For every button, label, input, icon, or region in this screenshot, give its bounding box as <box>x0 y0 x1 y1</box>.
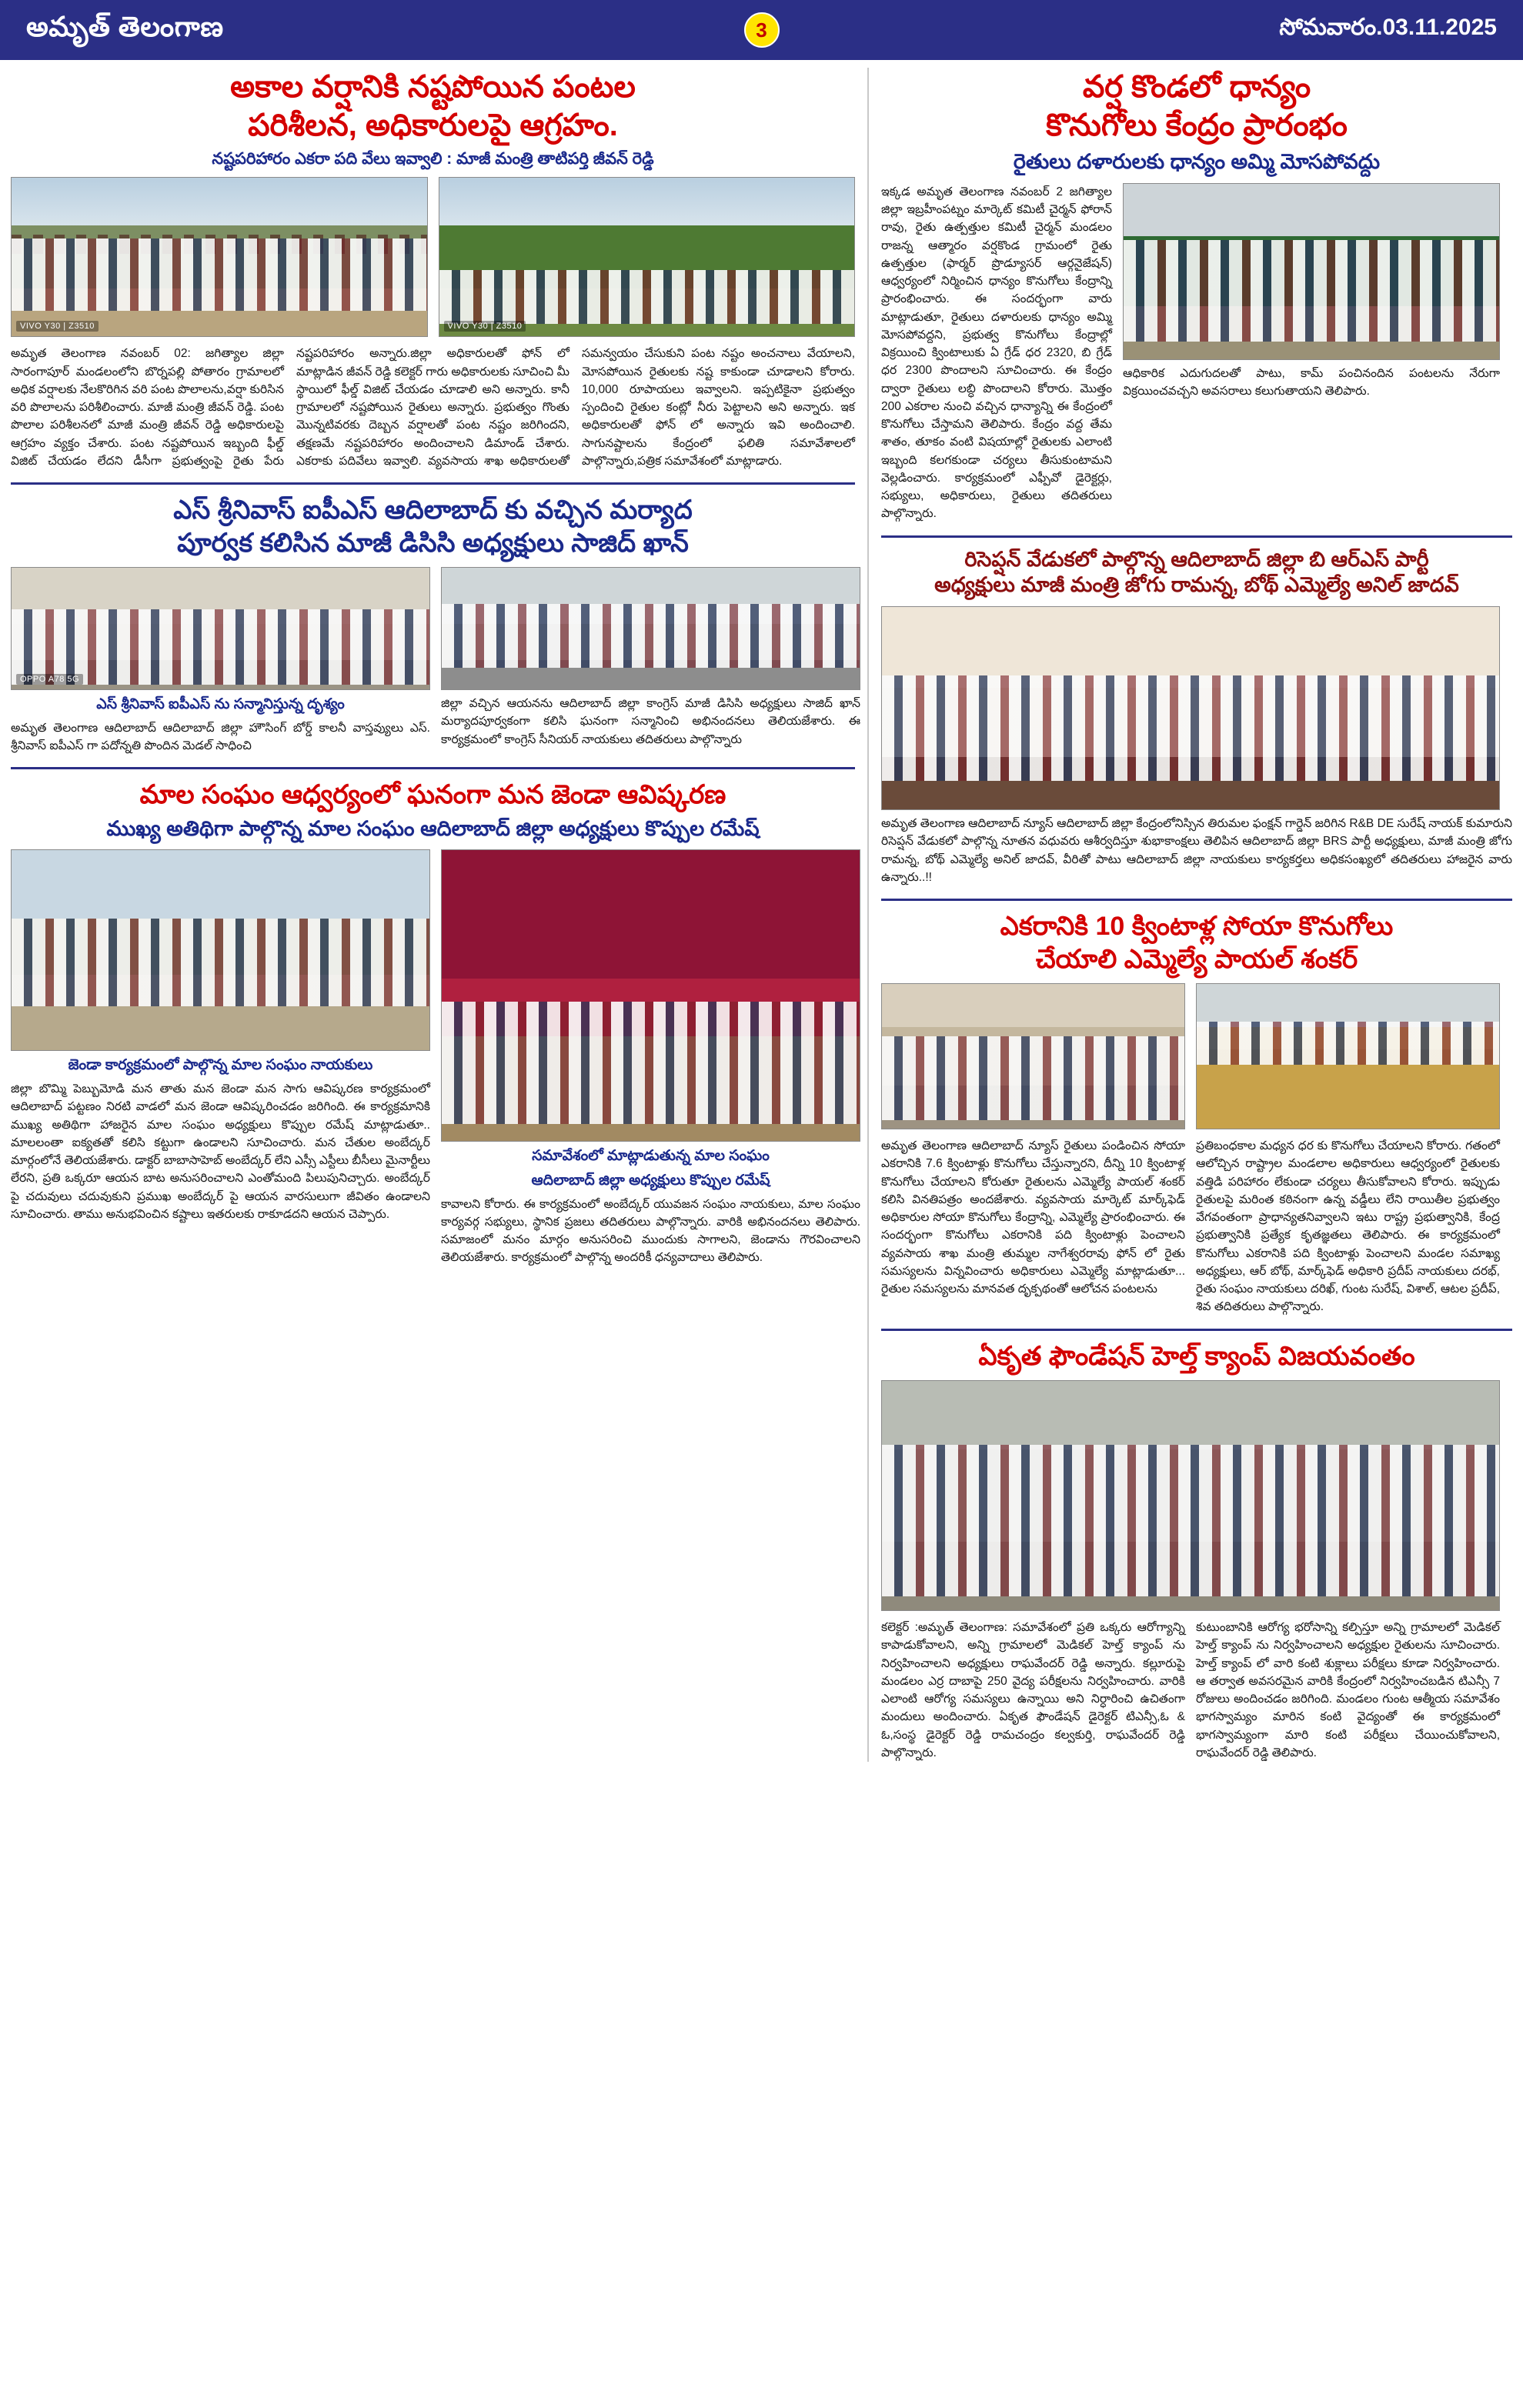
story1-photo-road-inspection <box>11 177 428 337</box>
divider <box>881 1329 1512 1331</box>
story1-subhead: నష్టపరిహారం ఎకరా పది వేలు ఇవ్వాలి : మాజీ మంత్రి తాటిపర్తి జీవన్ రెడ్డి <box>212 150 654 168</box>
story-grain-procurement-center <box>881 68 1512 523</box>
story3-headline: మాల సంఘం ఆధ్వర్యంలో ఘనంగా మన జెండా ఆవిష్కరణ <box>139 780 726 810</box>
photo-crowd <box>12 238 427 312</box>
story1-headline-line2: పరిశీలన, అధికారులపై ఆగ్రహం. <box>248 108 618 142</box>
photo-sky <box>442 850 860 978</box>
story1-body: అమృత తెలంగాణ నవంబర్ 02: జగిత్యాల జిల్లా సారంగాపూర్ మండలంలోని బొర్నపల్లి పోతారం గ్రామాలలో అధిక వర్షాలకు నేలకొరిగిన వరి పంట పొలాలను,వర్షా కురిసిన వరి పొలాలను పరిశీలించారు. మాజీ మంత్రి జీవన్ రెడ్డి. పంట పొలాల పరిశీలనలో మాజీ మంత్రి జీవన్ రెడ్డి అధికారులపై ఆగ్రహం వ్యక్తం చేశారు. పంట నష్టపోయిన ఇబ్బంది ఫీల్డ్ విజిట్ చేయడం లేదని డీసీగా ప్రభుత్వంపై రైతు పేరు నష్టపరిహారం అన్నారు.జిల్లా అధికారులతో ఫోన్ లో మాట్లాడిన జీవన్ రెడ్డి కలెక్టర్ గారు అధికారులకు సూచించి మీ స్థాయిలో ఫీల్డ్ విజిట్ చేయడం చూడాలి అని అన్నారు. కానీ గ్రామాలలో నష్టపోయిన రైతులు అన్నారు. ప్రభుత్వం గొంతు మొన్నటివరకు దెబ్బన వర్షాలతో పంట నష్టం జరిగిందని, తక్షణమే నష్టపరిహారం అందించాలని డిమాండ్ చేశారు. ఎకరాకు పదివేలు ఇవ్వాలి. వ్యవసాయ శాఖ అధికారులతో సమన్వయం చేసుకుని పంట నష్టం అంచనాలు వేయాలని, మోసపోయిన రైతులకు నష్ట కాకుండా చూడాలని కోరారు. 10,000 రూపాయలు ఇవ్వాలని. ఇప్పటికైనా ప్రభుత్వం స్పందించి రైతుల కంట్లో నీరు పెట్టాలని అని అన్నారు. ఇక అధికారులతో ఫోన్ లో అన్నారు ఇవి అందించాలి. సాగునష్టాలను కేంద్రంలో ఫలితి సమావేశాలలో పాల్గొన్నారు,పత్రిక సమావేశంలో మాట్లాడారు. <box>11 347 855 468</box>
story2-caption-1: ఎస్ శ్రీనివాస్ ఐపీఎస్ ను సన్మానిస్తున్న దృశ్యం <box>96 696 345 712</box>
r-story1-photo-block <box>1123 183 1500 523</box>
r-story2-caption: అమృత తెలంగాణ ఆదిలాబాద్ న్యూస్ ఆదిలాబాద్ జిల్లా కేంద్రంలోనిస్సిన తిరుమల ఫంక్షన్ గార్డెన్ జరిగిన R&B DE సురేష్ నాయక్ కుమారుని రిసెప్షన్ వేడుకలో పాల్గొన్న నూతన వధువరు ఆశీర్వదిస్తూ శుభాకాంక్షలు తెలిపిన ఆదిలాబాద్ జిల్లా BRS పార్టీ అధ్యక్షులు, మాజీ మంత్రి జోగు రామన్న, బోథ్ ఎమ్మెల్యే అనిల్ జాదవ్, వీరితో పాటు ఆదిలాబాద్ జిల్లా నాయకులు కార్యకర్తలు అధికసంఖ్యలో తదితరులు హాజరైన వారు ఉన్నారు..!! <box>881 817 1513 884</box>
story3-caption-2-line2: ఆదిలాబాద్ జిల్లా అధ్యక్షులు కొప్పుల రమేష్ <box>531 1172 770 1189</box>
divider <box>881 899 1512 901</box>
r-story3-photo-row <box>881 983 1512 1129</box>
r-story4-body-right: కుటుంబానికి ఆరోగ్య భరోసాన్ని కల్పిస్తూ అన్ని గ్రామాలలో మెడికల్ హెల్త్ క్యాంప్ ను నిర్వహించాలని అధ్యక్షుల రైతులను సూచించారు. హెల్త్ క్యాంప్ లో వారి కంటి శుక్లాలు పరీక్షలు కూడా నిర్వహించారు. ఆ తర్వాత అవసరమైన వారికి కేంద్రంలో నిర్వహించబడిన టిఎన్సీ 7 రోజులు అందించడం జరిగింది. మండలం గుంట ఆత్మీయ సమావేశం భాగస్వామ్యం మారిన కంటి వైద్యంతో ఈ కార్యక్రమంలో భాగస్వామ్యంగా మారి కంటి పరీక్షలు చేయించుకోవాలని, రాఘవేందర్ రెడ్డి తెలిపారు. <box>1196 1621 1500 1759</box>
r-story1-photo-inauguration <box>1123 183 1500 360</box>
photo-sky <box>12 850 429 918</box>
photo-crowd <box>12 919 429 1006</box>
photo-crowd <box>1124 240 1499 342</box>
r-story3-headline-line1: ఎకరానికి 10 క్వింటాళ్ల సోయా కొనుగోలు <box>1000 912 1394 941</box>
r-story3-body-left: అమృత తెలంగాణ ఆదిలాబాద్ న్యూస్ రైతులు పండించిన సోయా ఎకరానికి 7.6 క్వింటాళ్లు కొనుగోలు చేస్తున్నారని, దీన్ని 10 క్వింటాళ్ల కొనుగోలు చేయాలని కోరుతూ రైతులను ఎమ్మెల్యే పాయల్ శంకర్ కలిసి వినతిపత్రం అందజేశారు. వ్యవసాయ మార్కెట్ మార్క్‌ఫెడ్ అధికారుల సోయా కొనుగోలు కేంద్రాన్ని, ఎమ్మెల్యే ప్రారంభించారు. ఈ సందర్భంగా కొనుగోలు ఎకరానికి పది క్వింటాళ్లు పెంచాలని వ్యవసాయ శాఖ మంత్రి తుమ్మల నాగేశ్వరరావు ఫోన్ లో రైతు సమస్యలను విన్నవించారు అధికారులు ఎమ్మెల్యే మాట్లాడుతూ... రైతుల సమస్యలను మానవత దృక్పథంతో ఆలోచన పంటలను <box>881 1139 1185 1296</box>
photo-crowd <box>1197 1022 1499 1065</box>
right-column <box>869 68 1512 1762</box>
story-mala-sangham-flag <box>11 779 860 1267</box>
r-story3-body-right: ప్రతిబంధకాల మధ్యన ధర కు కొనుగోలు చేయాలని కోరారు. గతంలో ఆలోచ్చిన రాష్ట్రాల మండలాల అధికారులు ఆధ్వర్యంలో రైతులకు వత్తిడి పరిహారం లేకుండా చర్యలు తీసుకోవాలని కోరారు. ఇప్పుడు రైతులపై మరింత కఠినంగా ఉన్న వడ్డీలు లేని రాయితీల ప్రభుత్వం వేగవంతంగా ప్రాధాన్యతనివ్వాలని ఇటు రాష్ట్ర ప్రభుత్వానికి, కేంద్ర ప్రభుత్వానికి ప్రత్యేక కృతజ్ఞతలు తెలిపారు. ఈ కార్యక్రమంలో కొనుగోలు ఎకరానికి పది క్వింటాళ్లు పెంచాలని మండల సమాఖ్య అధ్యక్షులు, ఆర్ బోథ్, మార్క్‌ఫెడ్ అధికారి ప్రదీప్ నాయకులు దరభ్, రైతు సంఘం నాయకులు దరిఖ్, గుంట సురేష్, విశాల్, ఆటల ప్రదీప్, శివ తదితరులు పాల్గొన్నారు. <box>1196 1139 1500 1314</box>
story-reception-brs-leaders <box>881 547 1512 887</box>
photo-camera-tag: VIVO Y30 | Z3510 <box>16 321 99 332</box>
r-story3-body-row <box>881 1137 1512 1316</box>
story-health-camp <box>881 1340 1512 1763</box>
story2-caption-1-body: అమృత తెలంగాణ ఆదిలాబాద్ ఆదిలాబాద్ జిల్లా హౌసింగ్ బోర్డ్ కాలనీ వాస్తవ్యులు ఎస్. శ్రీనివాస్ ఐపీఎస్ గా పదోన్నతి పొందిన మెడల్ సాధించి <box>11 721 430 752</box>
story3-body-left: జిల్లా బొమ్మి పెబ్బుమోడి మన తాతు మన జెండా మన సాగు ఆవిష్కరణ కార్యక్రమంలో ఆదిలాబాద్ పట్టణం నిరటి వాడలో మన జెండా ఆవిష్కరించడం జరిగింది. ఈ కార్యక్రమానికి ముఖ్య అతిథిగా హాజరైన మాల సంఘం అధ్యక్షులు కొప్పుల రమేష్ మాట్లాడుతూ.. మాలలంతా ఐక్యతతో కలిసి కట్టుగా ఉండాలని సూచించారు. మన చేతుల అంబేద్కర్ మార్గంలోనే తెలియజేశారు. డాక్టర్ బాబాసాహెబ్ అంబేద్కర్ లేని ఎస్సీ ఎస్టీలు బీసీలు మైనార్టీలు లేరని, ప్రతి ఒక్కరూ ఆయన బాట అనుసరించాలని ఎంతోమంది పిలుపునిచ్చారు. అంబేద్కర్ పై చదువులు చదువుకుని ప్రముఖ అంబేద్కర్ పై ఆయన వారసులుగా జీవితం ఉండాలని సూచించారు. తాము అనుభవించిన కష్టాలు ఇతరులకు రాకూడదని ఆయన చెప్పారు. <box>11 1082 430 1221</box>
story2-photo-felicitation <box>11 567 430 690</box>
r-story1-body: ఇక్కడ అమృత తెలంగాణ నవంబర్ 2 జగిత్యాల జిల్లా ఇబ్రహీంపట్నం మార్కెట్ కమిటీ చైర్మన్ ఫోరాన్ రావు, రైతు ఉత్పత్తుల కమిటీ చైర్మన్ మండలం రాజన్న ఆత్మారం వర్షకొండ గ్రామంలో రైతు ఉత్పత్తుల (ఫార్మర్ ప్రొడ్యూసర్ ఆర్గనైజేషన్) ఆధ్వర్యంలో నిర్మించిన ధాన్యం కొనుగోలు కేంద్రాన్ని ప్రారంభించారు. ఈ సందర్భంగా వారు మాట్లాడుతూ, రైతులు దళారులకు ధాన్యం అమ్మి మోసపోవద్దని, ప్రభుత్వ కొనుగోలు కేంద్రాల్లో విక్రయించి క్వింటాలుకు ఏ గ్రేడ్ ధర 2320, బి గ్రేడ్ ధర 2300 పొందాలని సూచించారు. ఈ కేంద్రం ద్వారా రైతులు లబ్ధి పొందాలని కోరారు. మొత్తం 200 ఎకరాల నుంచి వచ్చిన ధాన్యాన్ని ఈ కేంద్రంలో కొనుగోలు చేస్తామని తెలిపారు. కేంద్రం వద్ద తేమ శాతం, తూకం వంటి విషయాల్లో రైతులకు ఎలాంటి ఇబ్బంది కలగకుండా చర్యలు తీసుకుంటామని వెల్లడించారు. కార్యక్రమంలో ఎఫ్పీవో డైరెక్టర్లు, సభ్యులు, అధికారులు, రైతులు తదితరులు పాల్గొన్నారు. <box>881 185 1112 521</box>
story-ips-felicitation <box>11 494 860 755</box>
story2-caption-2: జిల్లా వచ్చిన ఆయనను ఆదిలాబాద్ జిల్లా కాంగ్రెస్ మాజీ డిసిసి అధ్యక్షులు సాజిద్ ఖాన్ మర్యాదపూర్వకంగా కలిసి ఘనంగా సన్మానించి అభినందనలు తెలియజేశారు. ఈ కార్యక్రమంలో కాంగ్రెస్ సీనియర్ నాయకులు తదితరులు పాల్గొన్నారు <box>441 697 860 746</box>
story1-photo-row <box>11 177 855 337</box>
story2-photo-row <box>11 567 860 755</box>
divider <box>11 482 855 485</box>
r-story2-photo-reception <box>881 606 1500 810</box>
story3-caption-1: జెండా కార్యక్రమంలో పాల్గొన్న మాల సంఘం నాయకులు <box>68 1057 373 1074</box>
r-story1-row <box>881 183 1512 523</box>
r-story1-caption: ఆధికారిక ఎదుగుదలతో పాటు, కామ్ పంచినందిన పంటలను నేరుగా విక్రయించవచ్చని అవసరాలు కలుగుతాయని తెలిపారు. <box>1123 366 1500 398</box>
masthead-title: అమృత్ తెలంగాణ <box>26 10 224 42</box>
r-story2-headline-line2: అధ్యక్షులు మాజీ మంత్రి జోగు రామన్న, బోథ్ ఎమ్మెల్యే అనిల్ జాదవ్ <box>934 573 1459 597</box>
story-soya-procurement <box>881 910 1512 1316</box>
divider <box>11 767 855 769</box>
photo-crowd <box>439 270 855 324</box>
photo-camera-tag: VIVO Y30 | Z3510 <box>444 321 526 332</box>
r-story2-headline-line1: రిసెప్షన్ వేడుకలో పాల్గొన్న ఆదిలాబాద్ జిల్లా బి ఆర్ఎస్ పార్టీ <box>964 547 1429 571</box>
photo-crowd <box>882 1445 1499 1596</box>
photo-crowd <box>442 1002 860 1124</box>
story2-headline-line2: పూర్వక కలిసిన మాజీ డిసిసి అధ్యక్షులు సాజిద్ ఖాన్ <box>177 528 689 558</box>
story2-headline-line1: ఎస్ శ్రీనివాస్ ఐపీఎస్ ఆదిలాబాద్ కు వచ్చిన మర్యాద <box>173 495 693 525</box>
r-story4-body-row <box>881 1619 1512 1762</box>
story3-body-mid: కావాలని కోరారు. ఈ కార్యక్రమంలో అంబేద్కర్ యువజన సంఘం నాయకులు, మాల సంఘం కార్యవర్గ సభ్యులు, స్థానిక ప్రజలు తదితరులు పాల్గొన్నారు. వారికి అభినందనలు తెలిపారు. సమాజంలో మనం మార్గం అనుసరించి ముందుకు సాగాలని, జెండాను గౌరవించాలని తెలియజేశారు. కార్యక్రమంలో పాల్గొన్న అందరికీ ధన్యవాదాలు తెలిపారు. <box>441 1197 860 1265</box>
masthead <box>0 0 1523 60</box>
story3-subhead: ముఖ్య అతిథిగా పాల్గొన్న మాల సంఘం ఆదిలాబాద్ జిల్లా అధ్యక్షులు కొప్పుల రమేష్ <box>106 816 760 840</box>
r-story4-photo-health-camp <box>881 1380 1500 1611</box>
photo-crowd <box>12 609 429 685</box>
story-crop-damage-inspection <box>11 68 855 470</box>
masthead-date: సోమవారం.03.11.2025 <box>1279 14 1497 40</box>
photo-crowd <box>442 604 860 667</box>
divider <box>881 535 1512 538</box>
r-story4-body-left: కలెక్టర్ :అమృత్ తెలంగాణ: సమావేశంలో ప్రతి ఒక్కరు ఆరోగ్యాన్ని కాపాడుకోవాలని, అన్ని గ్రామాలలో మెడికల్ హెల్త్ క్యాంప్ ను నిర్వహించాలని అధ్యక్షులు రాఘవేందర్ రెడ్డి అన్నారు. కల్లూరుపై మండలం ఎర్ర దాబాపై 250 వైద్య పరీక్షలను నిర్వహించారు. వారికి ఎలాంటి ఆరోగ్య సమస్యలు ఉన్నాయి అని నిర్ధారించి ఉచితంగా మందులు అందించారు. ఏకృత ఫౌండేషన్ డైరెక్టర్ టిఎన్సీ,ఓ & ఓ,సంస్థ డైరెక్టర్ రెడ్డి రామచంద్రం కల్వకుర్తి, రాఘవేందర్ రెడ్డి పాల్గొన్నారు. <box>881 1621 1185 1759</box>
r-story1-text-block <box>881 183 1112 523</box>
r-story1-subhead: రైతులు దళారులకు ధాన్యం అమ్మి మోసపోవద్దు <box>1013 150 1381 173</box>
story3-left-block <box>11 849 430 1266</box>
story3-right-block <box>441 849 860 1266</box>
left-column <box>11 68 869 1762</box>
story2-left-block <box>11 567 430 755</box>
r-story1-headline-line2: కొనుగోలు కేంద్రం ప్రారంభం <box>1046 108 1348 142</box>
story3-photo-meeting-tent <box>441 849 860 1142</box>
page-content <box>0 60 1523 1777</box>
story2-right-block <box>441 567 860 755</box>
story3-caption-2-line1: సమావేశంలో మాట్లాడుతున్న మాల సంఘం <box>532 1148 770 1165</box>
story1-photo-paddy-field <box>439 177 856 337</box>
r-story3-headline-line2: చేయాలి ఎమ్మెల్యే పాయల్ శంకర్ <box>1035 944 1358 974</box>
page-number-badge: 3 <box>744 12 780 48</box>
story3-photo-flag-event <box>11 849 430 1051</box>
r-story1-headline-line1: వర్ష కొండలో ధాన్యం <box>1082 70 1311 104</box>
story2-photo-meeting <box>441 567 860 690</box>
photo-crowd <box>882 1036 1184 1120</box>
photo-camera-tag: OPPO A78 5G <box>16 674 83 685</box>
story3-photo-row <box>11 849 860 1266</box>
photo-crowd <box>882 675 1499 781</box>
story1-headline-line1: అకాల వర్షానికి నష్టపోయిన పంటల <box>230 70 636 104</box>
r-story3-photo-petition <box>881 983 1185 1129</box>
r-story3-photo-grain-heap <box>1196 983 1500 1129</box>
r-story4-headline: ఏకృత ఫౌండేషన్ హెల్త్ క్యాంప్ విజయవంతం <box>978 1341 1415 1371</box>
